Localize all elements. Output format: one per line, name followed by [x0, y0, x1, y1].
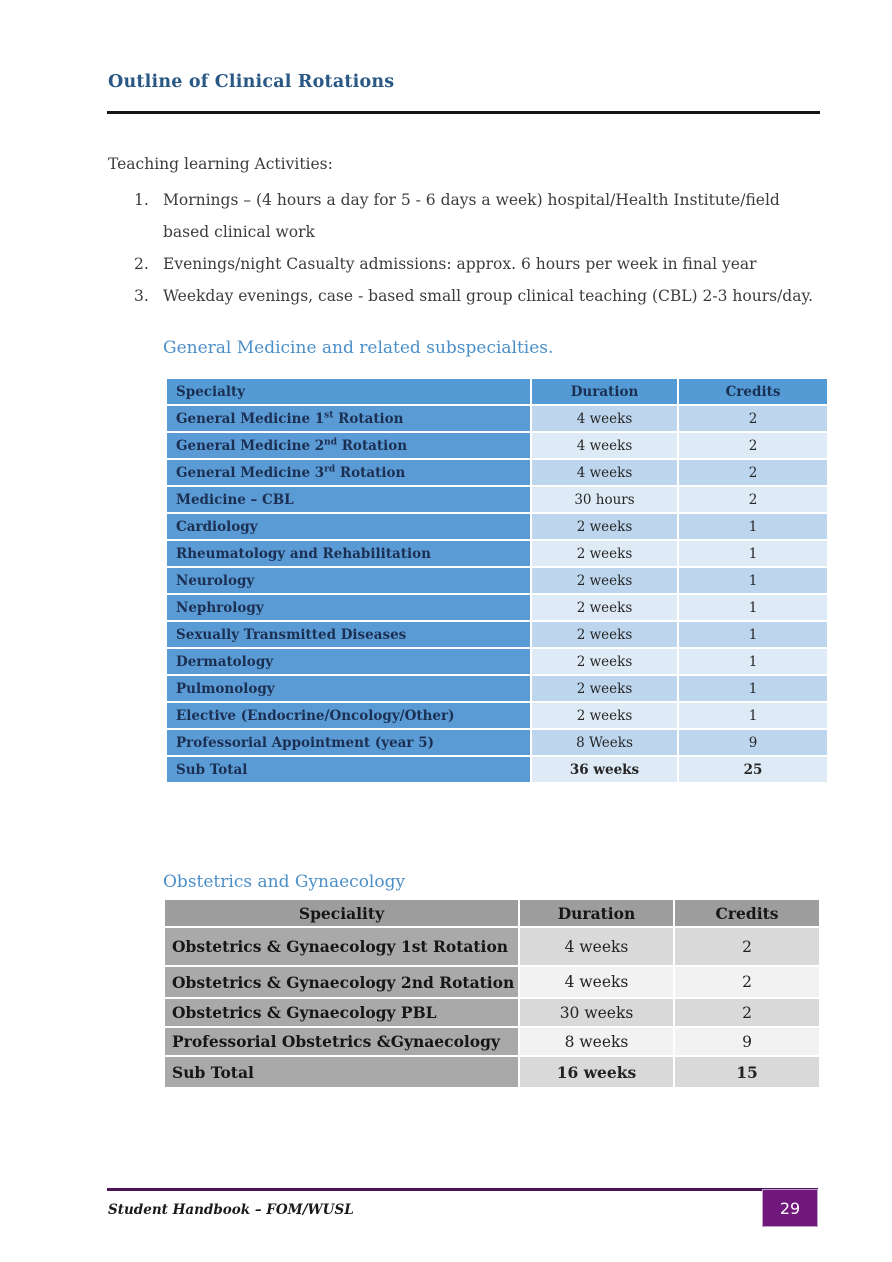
table-cell: 2 — [674, 966, 820, 998]
table-row — [164, 966, 820, 998]
footer-rule — [107, 1188, 818, 1191]
column-header: Speciality — [164, 899, 519, 927]
table-cell: 2 weeks — [531, 621, 678, 648]
intro-lead: Teaching learning Activities: — [108, 155, 333, 173]
table-cell: 1 — [678, 648, 828, 675]
column-header: Specialty — [166, 378, 531, 405]
table-cell: 1 — [678, 540, 828, 567]
activity-item: Evenings/night Casualty admissions: approx. 6 hours per week in final year — [163, 255, 757, 273]
table-row — [166, 621, 828, 648]
column-header: Duration — [519, 899, 674, 927]
table-cell: Pulmonology — [166, 675, 531, 702]
table-cell: 2 — [678, 459, 828, 486]
table-row — [166, 459, 828, 486]
table-cell: 25 — [678, 756, 828, 783]
section-heading-obstetrics: Obstetrics and Gynaecology — [163, 872, 406, 892]
column-header: Credits — [678, 378, 828, 405]
table-cell: 1 — [678, 567, 828, 594]
table-header-row — [164, 899, 820, 927]
table-cell: 2 weeks — [531, 648, 678, 675]
obstetrics-gynaecology-table — [163, 898, 821, 1089]
column-header: Credits — [674, 899, 820, 927]
table-cell: 1 — [678, 621, 828, 648]
table-row — [166, 540, 828, 567]
table-cell: 1 — [678, 675, 828, 702]
table-cell: Nephrology — [166, 594, 531, 621]
table-cell: Obstetrics & Gynaecology 1st Rotation — [164, 927, 519, 966]
table-cell: 2 — [678, 486, 828, 513]
table-cell: 2 — [678, 405, 828, 432]
table-cell: 2 weeks — [531, 594, 678, 621]
table-row — [166, 432, 828, 459]
table-cell: 36 weeks — [531, 756, 678, 783]
table-row — [166, 648, 828, 675]
table-cell: Dermatology — [166, 648, 531, 675]
table-cell: Professorial Appointment (year 5) — [166, 729, 531, 756]
table-cell: Obstetrics & Gynaecology PBL — [164, 998, 519, 1027]
general-medicine-rotations-table — [165, 377, 829, 784]
table-cell: 30 weeks — [519, 998, 674, 1027]
table-cell: 1 — [678, 594, 828, 621]
table-row — [166, 594, 828, 621]
table-row — [166, 567, 828, 594]
table-cell: Elective (Endocrine/Oncology/Other) — [166, 702, 531, 729]
table-cell: 4 weeks — [531, 432, 678, 459]
table-cell: 2 — [678, 432, 828, 459]
table-row — [166, 756, 828, 783]
table-cell: 2 — [674, 998, 820, 1027]
table-cell: Sub Total — [166, 756, 531, 783]
table-cell: Rheumatology and Rehabilitation — [166, 540, 531, 567]
footer-text: Student Handbook – FOM/WUSL — [108, 1202, 354, 1218]
table-row — [166, 729, 828, 756]
table-cell: Neurology — [166, 567, 531, 594]
table-cell: Sexually Transmitted Diseases — [166, 621, 531, 648]
table-cell: 2 weeks — [531, 675, 678, 702]
table-row — [166, 405, 828, 432]
table-cell: 2 weeks — [531, 513, 678, 540]
table-row — [164, 1027, 820, 1056]
table-row — [166, 675, 828, 702]
table-cell: General Medicine 3rd Rotation — [166, 459, 531, 486]
general-medicine-table-container — [165, 377, 829, 784]
table-cell: 2 — [674, 927, 820, 966]
table-cell: 30 hours — [531, 486, 678, 513]
table-cell: 9 — [678, 729, 828, 756]
table-cell: 8 weeks — [519, 1027, 674, 1056]
table-cell: 4 weeks — [519, 927, 674, 966]
obstetrics-table-container — [163, 898, 821, 1089]
table-cell: General Medicine 2nd Rotation — [166, 432, 531, 459]
table-cell: 4 weeks — [531, 405, 678, 432]
table-cell: 16 weeks — [519, 1056, 674, 1088]
table-row — [164, 1056, 820, 1088]
activity-list — [108, 184, 826, 312]
table-row — [166, 513, 828, 540]
table-cell: 2 weeks — [531, 702, 678, 729]
activity-item: Weekday evenings, case - based small group clinical teaching (CBL) 2-3 hours/day. — [163, 287, 814, 305]
table-cell: General Medicine 1st Rotation — [166, 405, 531, 432]
table-row — [164, 998, 820, 1027]
table-cell: Sub Total — [164, 1056, 519, 1088]
page-number: 29 — [779, 1198, 801, 1218]
table-cell: 8 Weeks — [531, 729, 678, 756]
column-header: Duration — [531, 378, 678, 405]
table-row — [166, 486, 828, 513]
table-cell: 15 — [674, 1056, 820, 1088]
title-rule — [107, 111, 820, 114]
table-cell: 1 — [678, 513, 828, 540]
table-cell: 4 weeks — [531, 459, 678, 486]
page-number-badge — [762, 1189, 818, 1227]
table-cell: Medicine – CBL — [166, 486, 531, 513]
table-row — [166, 702, 828, 729]
table-header-row — [166, 378, 828, 405]
activity-item: Mornings – (4 hours a day for 5 - 6 days a week) hospital/Health Institute/field based clinical work — [163, 191, 780, 241]
page-title: Outline of Clinical Rotations — [108, 72, 395, 92]
table-row — [164, 927, 820, 966]
table-cell: 2 weeks — [531, 567, 678, 594]
table-cell: 2 weeks — [531, 540, 678, 567]
table-cell: 9 — [674, 1027, 820, 1056]
section-heading-general-medicine: General Medicine and related subspecialties. — [163, 338, 554, 358]
table-cell: Obstetrics & Gynaecology 2nd Rotation — [164, 966, 519, 998]
table-cell: 4 weeks — [519, 966, 674, 998]
table-cell: Cardiology — [166, 513, 531, 540]
table-cell: Professorial Obstetrics &Gynaecology — [164, 1027, 519, 1056]
table-cell: 1 — [678, 702, 828, 729]
